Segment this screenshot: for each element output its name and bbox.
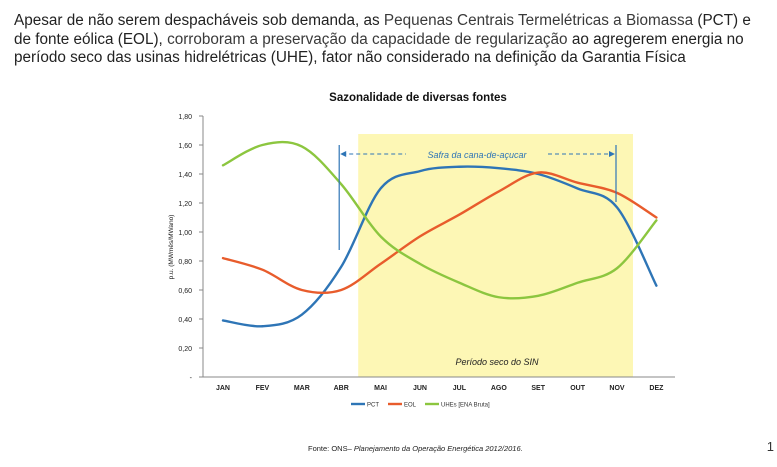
y-tick-label: 1,60 [178,143,192,150]
legend-label-pct: PCT [367,402,379,409]
x-tick-label: FEV [255,385,270,392]
x-tick-label: DEZ [649,385,664,392]
harvest-arrowhead-left [340,151,346,157]
x-tick-label: ABR [333,385,349,392]
chart-title: Sazonalidade de diversas fontes [329,92,507,104]
y-tick-label: 0,20 [178,346,192,353]
x-tick-label: JUL [452,385,467,392]
x-tick-label: JAN [215,385,231,392]
source-note [308,444,523,453]
source-italic: Planejamento da Operação Energética 2012/2016. [353,444,523,453]
x-tick-label: OUT [570,385,585,392]
legend-label-uhes-ena-bruta: UHEs [ENA Bruta] [441,402,490,409]
y-tick-label: 1,20 [178,201,192,208]
x-tick-label: MAI [374,385,388,392]
y-tick-label: 1,00 [178,230,192,237]
dry-period-band [358,134,633,377]
legend-label-eol: EOL [404,402,417,409]
y-tick-label: 0,80 [178,259,192,266]
intro-part-5: ao agregerem energia no período seco das usinas hidrelétricas (UHE), fator não considerado na definição da Garantia Física [14,30,744,66]
y-tick-label: 0,60 [178,288,192,295]
x-tick-label: NOV [609,385,625,392]
dry-period-label: Período seco do SIN [455,357,539,367]
harvest-label: Safra da cana-de-açucar [427,150,527,160]
page-number: 1 [766,439,774,454]
intro-highlight-pct: Pequenas Centrais Termelétricas a Biomassa [383,12,694,29]
y-tick-label: 1,80 [178,114,192,121]
x-tick-label: JUN [412,385,428,392]
intro-part-3: (PCT) e de fonte eólica (EOL), [14,12,751,48]
y-tick-label: 0,40 [178,317,192,324]
y-axis-label: p.u. (MWmês/MWano) [168,214,175,280]
x-tick-label: MAR [293,385,310,392]
intro-highlight-regularization: corroboram a preservação da capacidade de regularização [167,30,568,48]
intro-part-1: Apesar de não serem despacháveis sob demanda, as [14,12,384,29]
y-tick-label: - [189,375,192,382]
y-tick-label: 1,40 [178,172,192,179]
x-tick-label: SET [531,385,546,392]
source-prefix: Fonte: ONS– [308,444,354,453]
x-tick-label: AGO [490,385,507,392]
